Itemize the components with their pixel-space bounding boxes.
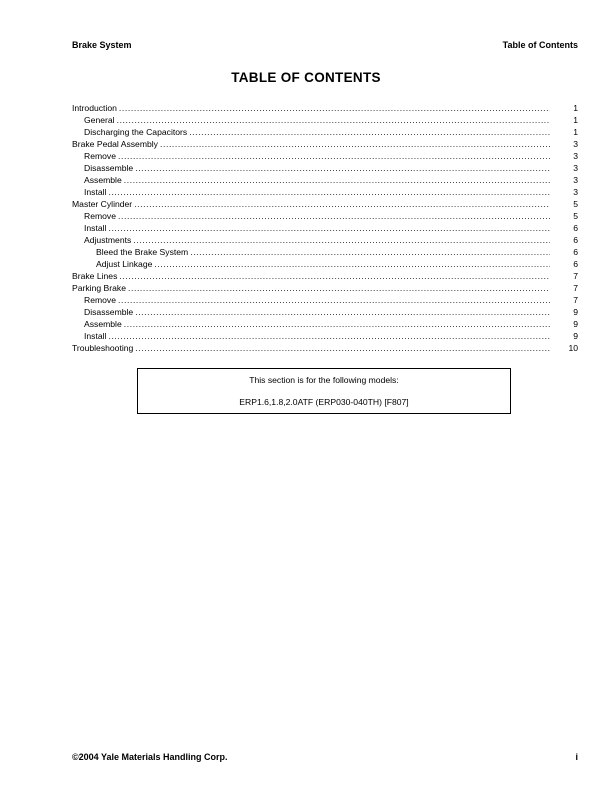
toc-entry[interactable] — [72, 342, 578, 354]
toc-entry-label: Bleed the Brake System — [96, 247, 189, 257]
toc-entry-label: General — [84, 115, 115, 125]
toc-entry[interactable] — [72, 114, 578, 126]
toc-entry-page: 6 — [573, 223, 578, 233]
toc-dot-leader — [133, 234, 550, 246]
toc-dot-leader — [128, 282, 550, 294]
toc-dot-leader — [108, 186, 550, 198]
toc-dot-leader — [118, 210, 550, 222]
toc-entry-page: 3 — [573, 187, 578, 197]
toc-entry-label: Adjustments — [84, 235, 132, 245]
toc-entry[interactable] — [72, 162, 578, 174]
toc-entry[interactable] — [72, 174, 578, 186]
toc-dot-leader — [118, 150, 550, 162]
toc-entry-page: 7 — [573, 271, 578, 281]
models-notice-box — [137, 368, 511, 414]
toc-entry-label: Disassemble — [84, 163, 134, 173]
toc-entry[interactable] — [72, 150, 578, 162]
toc-dot-leader — [108, 222, 550, 234]
toc-dot-leader — [108, 330, 550, 342]
toc-entry-label: Assemble — [84, 319, 122, 329]
toc-entry-page: 9 — [573, 307, 578, 317]
footer-page-number: i — [575, 752, 578, 762]
toc-entry[interactable] — [72, 102, 578, 114]
toc-dot-leader — [119, 270, 550, 282]
toc-entry-label: Discharging the Capacitors — [84, 127, 188, 137]
toc-entry[interactable] — [72, 198, 578, 210]
toc-dot-leader — [135, 306, 550, 318]
toc-entry[interactable] — [72, 282, 578, 294]
toc-entry-label: Master Cylinder — [72, 199, 133, 209]
toc-entry-page: 1 — [573, 115, 578, 125]
toc-dot-leader — [124, 174, 550, 186]
toc-entry-label: Remove — [84, 295, 116, 305]
toc-entry-label: Assemble — [84, 175, 122, 185]
table-of-contents — [72, 102, 578, 354]
toc-entry[interactable] — [72, 306, 578, 318]
header-section-name: Brake System — [72, 40, 132, 50]
toc-entry-page: 7 — [573, 295, 578, 305]
toc-dot-leader — [124, 318, 550, 330]
toc-entry[interactable] — [72, 126, 578, 138]
toc-entry-page: 9 — [573, 319, 578, 329]
toc-dot-leader — [135, 162, 550, 174]
toc-entry-page: 3 — [573, 139, 578, 149]
toc-entry[interactable] — [72, 234, 578, 246]
toc-entry-label: Brake Pedal Assembly — [72, 139, 158, 149]
toc-entry-page: 6 — [573, 259, 578, 269]
toc-dot-leader — [189, 126, 550, 138]
toc-dot-leader — [135, 342, 550, 354]
models-notice-models: ERP1.6,1.8,2.0ATF (ERP030-040TH) [F807] — [239, 397, 409, 407]
toc-entry[interactable] — [72, 222, 578, 234]
toc-dot-leader — [119, 102, 550, 114]
toc-entry[interactable] — [72, 318, 578, 330]
toc-dot-leader — [154, 258, 550, 270]
toc-entry-page: 6 — [573, 247, 578, 257]
toc-entry-label: Remove — [84, 211, 116, 221]
toc-entry-label: Introduction — [72, 103, 117, 113]
toc-entry-page: 3 — [573, 175, 578, 185]
footer-copyright: ©2004 Yale Materials Handling Corp. — [72, 752, 228, 762]
toc-entry-label: Install — [84, 223, 107, 233]
toc-entry-page: 5 — [573, 199, 578, 209]
toc-entry-page: 1 — [573, 127, 578, 137]
toc-entry[interactable] — [72, 294, 578, 306]
toc-entry-page: 10 — [568, 343, 578, 353]
toc-entry-label: Install — [84, 187, 107, 197]
toc-entry-page: 3 — [573, 151, 578, 161]
toc-entry[interactable] — [72, 330, 578, 342]
toc-entry-page: 3 — [573, 163, 578, 173]
toc-entry-label: Parking Brake — [72, 283, 126, 293]
models-notice-intro: This section is for the following models: — [249, 375, 399, 385]
toc-entry[interactable] — [72, 138, 578, 150]
toc-entry-page: 9 — [573, 331, 578, 341]
toc-entry[interactable] — [72, 258, 578, 270]
toc-dot-leader — [118, 294, 550, 306]
page-title: TABLE OF CONTENTS — [231, 70, 381, 85]
toc-entry-label: Install — [84, 331, 107, 341]
toc-entry[interactable] — [72, 270, 578, 282]
toc-entry-label: Adjust Linkage — [96, 259, 153, 269]
toc-entry-page: 6 — [573, 235, 578, 245]
toc-entry[interactable] — [72, 210, 578, 222]
toc-dot-leader — [190, 246, 550, 258]
header-page-type: Table of Contents — [502, 40, 578, 50]
toc-entry[interactable] — [72, 246, 578, 258]
toc-entry-label: Troubleshooting — [72, 343, 134, 353]
toc-entry-page: 7 — [573, 283, 578, 293]
toc-entry-page: 1 — [573, 103, 578, 113]
toc-entry-page: 5 — [573, 211, 578, 221]
toc-entry[interactable] — [72, 186, 578, 198]
toc-dot-leader — [117, 114, 550, 126]
toc-dot-leader — [134, 198, 550, 210]
toc-entry-label: Disassemble — [84, 307, 134, 317]
toc-entry-label: Remove — [84, 151, 116, 161]
toc-dot-leader — [160, 138, 550, 150]
toc-entry-label: Brake Lines — [72, 271, 118, 281]
